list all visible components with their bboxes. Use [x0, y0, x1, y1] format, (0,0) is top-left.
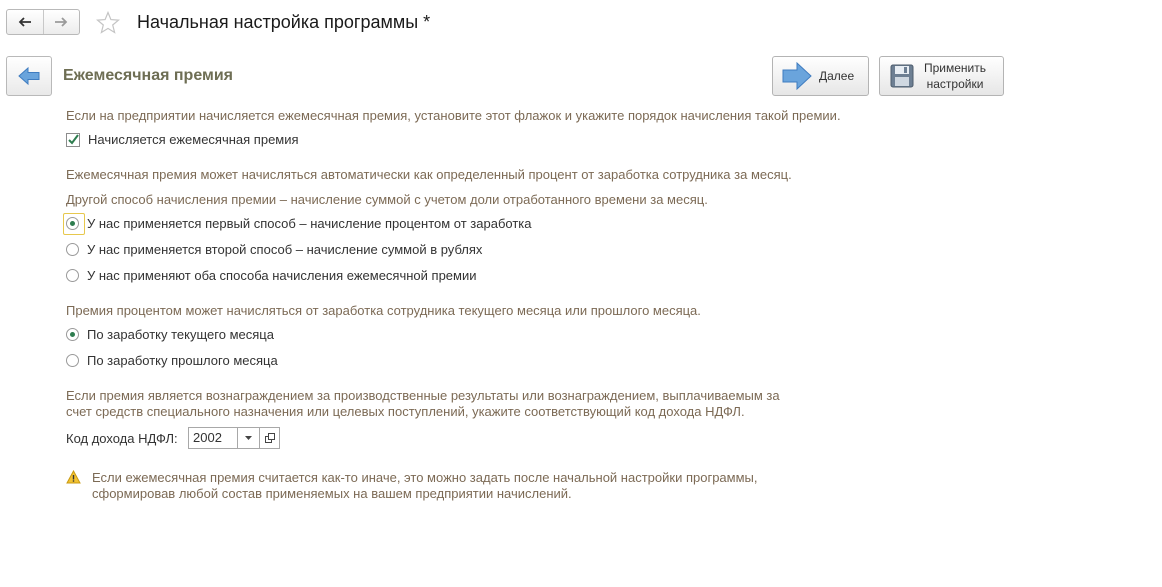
radio-button[interactable]	[66, 243, 79, 256]
next-button-label: Далее	[819, 69, 855, 83]
bonus-checkbox-label: Начисляется ежемесячная премия	[88, 132, 299, 147]
base-option-current[interactable]	[66, 327, 274, 342]
radio-button[interactable]	[66, 217, 79, 230]
intro-text: Если на предприятии начисляется ежемесячная премия, установите этот флажок и укажите порядок начисления такой премии.	[66, 108, 841, 123]
apply-button-label-line2: настройки	[926, 77, 984, 91]
method-description-1: Ежемесячная премия может начисляться автоматически как определенный процент от заработка сотрудника за месяц.	[66, 167, 792, 182]
checkbox-box[interactable]	[66, 133, 80, 147]
favorite-star-icon	[96, 11, 120, 34]
radio-button[interactable]	[66, 354, 79, 367]
next-button[interactable]	[772, 56, 869, 96]
method-option-both[interactable]	[66, 268, 477, 283]
back-large-icon	[17, 66, 41, 86]
method-option-sum[interactable]	[66, 242, 482, 257]
warning-line-2: сформировав любой состав применяемых на вашем предприятии начислений.	[92, 486, 572, 501]
method-option-label: У нас применяется первый способ – начисление процентом от заработка	[87, 216, 532, 231]
ndfl-description-1: Если премия является вознаграждением за производственные результаты или вознаграждением, выплачиваемым за	[66, 388, 780, 403]
dropdown-arrow-icon	[245, 436, 252, 440]
radio-button[interactable]	[66, 328, 79, 341]
ndfl-code-label: Код дохода НДФЛ:	[66, 431, 178, 446]
ndfl-code-field[interactable]	[188, 427, 280, 449]
window-title: Начальная настройка программы *	[137, 12, 431, 32]
warning-line-1: Если ежемесячная премия считается как-то иначе, это можно задать после начальной настройки программы,	[92, 470, 758, 485]
open-form-icon	[265, 433, 275, 443]
radio-button[interactable]	[66, 269, 79, 282]
method-option-label: У нас применяют оба способа начисления ежемесячной премии	[87, 268, 477, 283]
next-arrow-icon	[781, 61, 813, 91]
open-button[interactable]	[260, 427, 280, 449]
apply-button-label-line1: Применить	[924, 61, 987, 75]
history-nav	[6, 9, 80, 35]
back-step-button[interactable]	[6, 56, 52, 96]
favorite-button[interactable]	[96, 11, 120, 37]
warning-text	[92, 470, 758, 502]
method-option-label: У нас применяется второй способ – начисление суммой в рублях	[87, 242, 483, 257]
warning-icon	[66, 470, 81, 487]
apply-settings-button[interactable]	[879, 56, 1004, 96]
base-option-previous[interactable]	[66, 353, 278, 368]
ndfl-description-2: счет средств специального назначения или целевых поступлений, укажите соответствующий код дохода НДФЛ.	[66, 404, 745, 419]
back-button[interactable]	[7, 10, 43, 34]
base-option-label: По заработку текущего месяца	[87, 327, 274, 342]
base-option-label: По заработку прошлого месяца	[87, 353, 278, 368]
save-disk-icon	[890, 64, 914, 88]
ndfl-code-input[interactable]: 2002	[188, 427, 237, 449]
dropdown-button[interactable]	[237, 427, 260, 449]
method-option-percent[interactable]	[66, 216, 532, 231]
method-description-2: Другой способ начисления премии – начисление суммой с учетом доли отработанного времени за месяц.	[66, 192, 708, 207]
back-arrow-icon	[18, 17, 32, 27]
forward-button[interactable]	[43, 10, 80, 34]
base-description: Премия процентом может начисляться от заработка сотрудника текущего месяца или прошлого месяца.	[66, 303, 701, 318]
bonus-checkbox[interactable]	[66, 132, 299, 147]
checkmark-icon	[67, 134, 79, 146]
forward-arrow-icon	[54, 17, 68, 27]
section-title: Ежемесячная премия	[63, 67, 234, 84]
